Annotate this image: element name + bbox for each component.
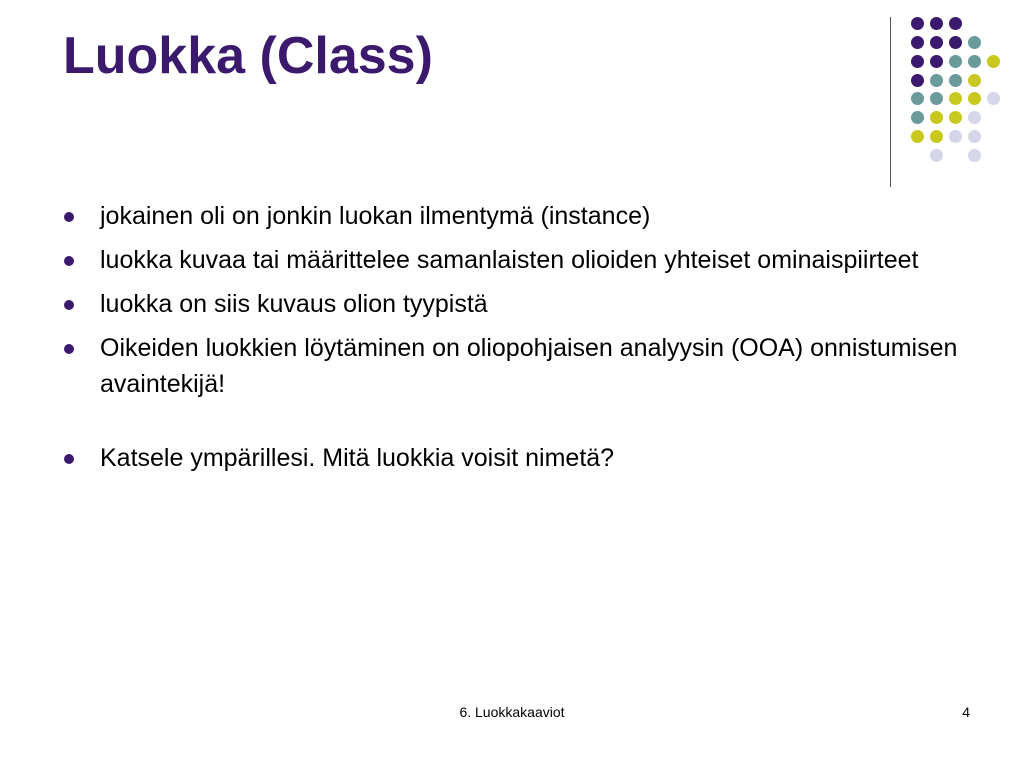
bullet-text: luokka on siis kuvaus olion tyypistä bbox=[100, 290, 488, 318]
decor-dot bbox=[930, 36, 943, 49]
decor-dot bbox=[911, 36, 924, 49]
decor-dot bbox=[968, 74, 981, 87]
bullet-item bbox=[60, 440, 960, 476]
bullet-marker-icon bbox=[64, 454, 74, 464]
decor-dot bbox=[930, 74, 943, 87]
bullet-text: luokka kuvaa tai määrittelee samanlaisten olioiden yhteiset ominaispiirteet bbox=[100, 246, 919, 274]
bullet-text: Katsele ympärillesi. Mitä luokkia voisit nimetä? bbox=[100, 444, 615, 472]
footer-page-number: 4 bbox=[962, 704, 970, 720]
decor-dot bbox=[911, 74, 924, 87]
decor-dot bbox=[968, 36, 981, 49]
decor-dot bbox=[949, 92, 962, 105]
decor-dot bbox=[930, 111, 943, 124]
decor-dot bbox=[930, 55, 943, 68]
decor-dot bbox=[949, 111, 962, 124]
decor-dot bbox=[930, 130, 943, 143]
bullet-list bbox=[60, 198, 960, 484]
title-divider-line bbox=[890, 17, 891, 187]
decor-dot bbox=[968, 130, 981, 143]
bullet-text: Oikeiden luokkien löytäminen on oliopohjaisen analyysin (OOA) onnistumisen avaintekijä! bbox=[100, 334, 958, 398]
footer-section-title: 6. Luokkakaaviot bbox=[459, 704, 565, 720]
bullet-text: jokainen oli on jonkin luokan ilmentymä (instance) bbox=[100, 202, 651, 230]
decor-dot bbox=[911, 111, 924, 124]
decor-dot bbox=[911, 130, 924, 143]
decor-dot bbox=[911, 17, 924, 30]
decor-dot bbox=[968, 111, 981, 124]
decor-dot bbox=[911, 55, 924, 68]
bullet-item bbox=[60, 242, 960, 278]
decor-dot bbox=[949, 55, 962, 68]
bullet-item bbox=[60, 198, 960, 234]
decor-dot bbox=[987, 92, 1000, 105]
bullet-item bbox=[60, 286, 960, 322]
bullet-marker-icon bbox=[64, 212, 74, 222]
decor-dot bbox=[949, 130, 962, 143]
decor-dot bbox=[949, 74, 962, 87]
bullet-marker-icon bbox=[64, 300, 74, 310]
bullet-marker-icon bbox=[64, 344, 74, 354]
bullet-marker-icon bbox=[64, 256, 74, 266]
decor-dot bbox=[949, 36, 962, 49]
decor-dot bbox=[930, 92, 943, 105]
slide-title: Luokka (Class) bbox=[63, 27, 433, 85]
decor-dot bbox=[987, 55, 1000, 68]
decor-dot bbox=[930, 149, 943, 162]
decor-dot bbox=[968, 149, 981, 162]
decor-dot bbox=[930, 17, 943, 30]
bullet-item bbox=[60, 330, 960, 402]
decor-dot bbox=[949, 17, 962, 30]
decor-dot bbox=[968, 92, 981, 105]
decor-dot bbox=[968, 55, 981, 68]
decor-dot bbox=[911, 92, 924, 105]
